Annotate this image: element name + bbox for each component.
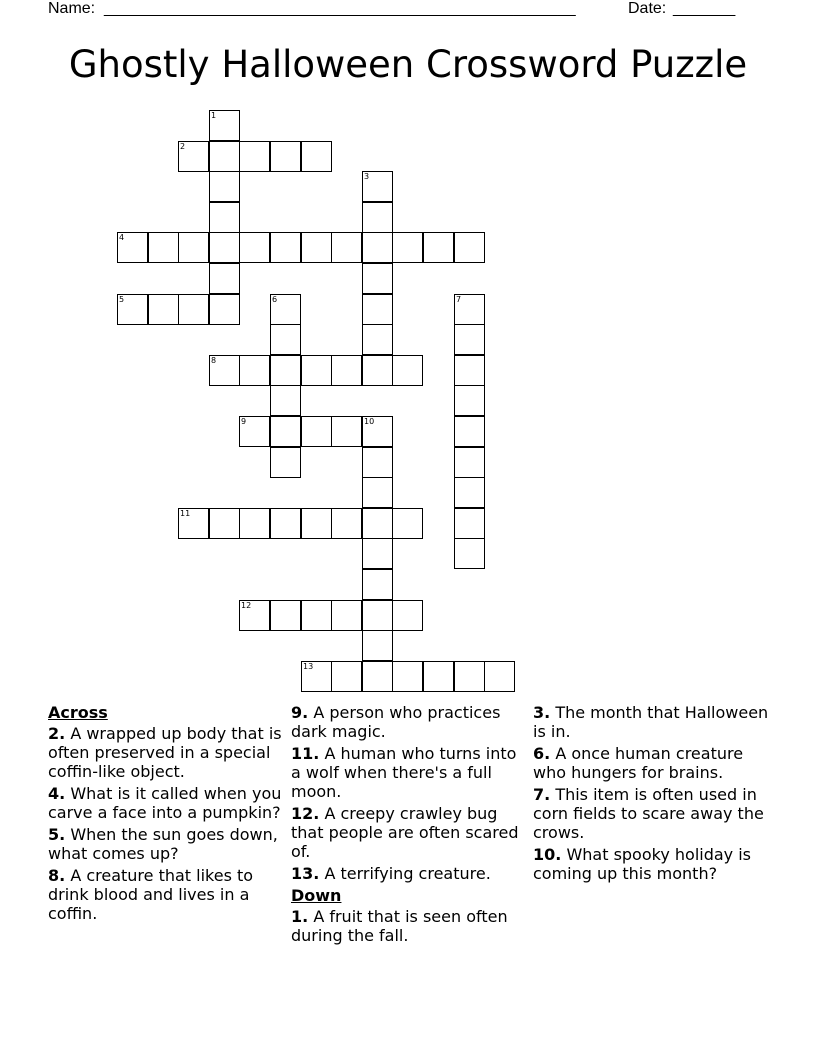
crossword-cell[interactable] [209, 294, 240, 325]
crossword-cell[interactable] [270, 508, 301, 539]
across-heading: Across [48, 703, 108, 722]
clue-number: 6. [533, 744, 551, 763]
clue-text: This item is often used in corn fields to scare away the crows. [533, 785, 764, 842]
crossword-cell[interactable] [454, 508, 485, 539]
crossword-cell[interactable] [454, 324, 485, 355]
crossword-cell[interactable] [392, 600, 423, 631]
cell-number: 10 [364, 417, 375, 426]
crossword-cell[interactable] [239, 232, 270, 263]
crossword-cell[interactable] [423, 232, 454, 263]
cell-number: 13 [303, 662, 314, 671]
crossword-cell[interactable] [178, 232, 209, 263]
clue-across [48, 866, 284, 923]
clue-number: 1. [291, 907, 309, 926]
clue-across [291, 744, 527, 801]
crossword-cell[interactable] [454, 538, 485, 569]
crossword-cell[interactable] [454, 355, 485, 386]
crossword-cell[interactable] [301, 232, 332, 263]
crossword-cell[interactable] [301, 661, 332, 692]
clues-column-1 [48, 703, 284, 926]
crossword-cell[interactable] [209, 202, 240, 233]
crossword-cell[interactable] [209, 263, 240, 294]
clue-text: What is it called when you carve a face into a pumpkin? [48, 784, 282, 822]
clue-across [291, 703, 527, 741]
crossword-cell[interactable] [331, 232, 362, 263]
crossword-cell[interactable] [148, 294, 179, 325]
clue-number: 11. [291, 744, 320, 763]
crossword-cell[interactable] [270, 324, 301, 355]
crossword-cell[interactable] [270, 355, 301, 386]
cell-number: 5 [119, 295, 125, 304]
clue-down [533, 845, 769, 883]
crossword-cell[interactable] [209, 171, 240, 202]
clue-number: 7. [533, 785, 551, 804]
crossword-cell[interactable] [117, 294, 148, 325]
crossword-cell[interactable] [392, 508, 423, 539]
crossword-cell[interactable] [454, 385, 485, 416]
crossword-cell[interactable] [148, 232, 179, 263]
clue-across [291, 864, 527, 883]
clue-across [48, 825, 284, 863]
name-field[interactable]: _____________________________________________________ [104, 0, 576, 17]
crossword-cell[interactable] [270, 416, 301, 447]
crossword-cell[interactable] [362, 263, 393, 294]
clues-column-3 [533, 703, 769, 886]
clue-down [533, 744, 769, 782]
clue-number: 9. [291, 703, 309, 722]
crossword-cell[interactable] [362, 171, 393, 202]
crossword-cell[interactable] [454, 477, 485, 508]
crossword-cell[interactable] [362, 508, 393, 539]
clue-text: A fruit that is seen often during the fall. [291, 907, 508, 945]
clue-text: A wrapped up body that is often preserved in a special coffin-like object. [48, 724, 282, 781]
crossword-cell[interactable] [301, 141, 332, 172]
crossword-cell[interactable] [270, 447, 301, 478]
cell-number: 4 [119, 233, 125, 242]
crossword-cell[interactable] [392, 661, 423, 692]
clue-across [291, 804, 527, 861]
crossword-cell[interactable] [362, 447, 393, 478]
cell-number: 2 [180, 142, 186, 151]
crossword-cell[interactable] [178, 141, 209, 172]
crossword-cell[interactable] [484, 661, 515, 692]
clue-number: 4. [48, 784, 66, 803]
cell-number: 11 [180, 509, 191, 518]
crossword-cell[interactable] [209, 355, 240, 386]
crossword-cell[interactable] [301, 600, 332, 631]
name-label: Name: [48, 0, 96, 17]
crossword-cell[interactable] [209, 110, 240, 141]
crossword-cell[interactable] [454, 294, 485, 325]
crossword-cell[interactable] [270, 294, 301, 325]
down-heading: Down [291, 886, 342, 905]
crossword-cell[interactable] [362, 355, 393, 386]
crossword-cell[interactable] [362, 477, 393, 508]
crossword-cell[interactable] [454, 661, 485, 692]
crossword-cell[interactable] [239, 355, 270, 386]
clue-text: A creature that likes to drink blood and lives in a coffin. [48, 866, 254, 923]
crossword-cell[interactable] [362, 600, 393, 631]
crossword-cell[interactable] [362, 324, 393, 355]
crossword-cell[interactable] [331, 508, 362, 539]
cell-number: 8 [211, 356, 217, 365]
crossword-cell[interactable] [178, 508, 209, 539]
crossword-cell[interactable] [362, 661, 393, 692]
crossword-cell[interactable] [270, 141, 301, 172]
date-field[interactable]: _______ [673, 0, 736, 17]
clue-text: A once human creature who hungers for brains. [533, 744, 744, 782]
crossword-cell[interactable] [362, 416, 393, 447]
crossword-cell[interactable] [178, 294, 209, 325]
crossword-cell[interactable] [239, 600, 270, 631]
crossword-cell[interactable] [423, 661, 454, 692]
crossword-cell[interactable] [270, 385, 301, 416]
page-title: Ghostly Halloween Crossword Puzzle [68, 43, 748, 86]
clue-text: A creepy crawley bug that people are often scared of. [291, 804, 519, 861]
clue-text: A human who turns into a wolf when there's a full moon. [291, 744, 517, 801]
crossword-cell[interactable] [362, 202, 393, 233]
cell-number: 3 [364, 172, 370, 181]
clue-across [48, 724, 284, 781]
crossword-cell[interactable] [209, 232, 240, 263]
cell-number: 7 [456, 295, 462, 304]
clue-text: A terrifying creature. [324, 864, 491, 883]
cell-number: 1 [211, 111, 217, 120]
clue-down [533, 785, 769, 842]
crossword-cell[interactable] [392, 232, 423, 263]
cell-number: 9 [241, 417, 247, 426]
crossword-cell[interactable] [117, 232, 148, 263]
crossword-cell[interactable] [454, 232, 485, 263]
crossword-cell[interactable] [239, 416, 270, 447]
crossword-cell[interactable] [301, 355, 332, 386]
clue-text: A person who practices dark magic. [291, 703, 501, 741]
clue-number: 13. [291, 864, 320, 883]
crossword-cell[interactable] [362, 538, 393, 569]
crossword-cell[interactable] [239, 508, 270, 539]
clue-number: 5. [48, 825, 66, 844]
clue-down [533, 703, 769, 741]
crossword-cell[interactable] [454, 416, 485, 447]
crossword-cell[interactable] [331, 661, 362, 692]
cell-number: 6 [272, 295, 278, 304]
crossword-cell[interactable] [331, 600, 362, 631]
crossword-cell[interactable] [362, 569, 393, 600]
clue-text: What spooky holiday is coming up this month? [533, 845, 751, 883]
clue-number: 12. [291, 804, 320, 823]
crossword-cell[interactable] [362, 232, 393, 263]
clue-number: 10. [533, 845, 562, 864]
crossword-cell[interactable] [270, 600, 301, 631]
crossword-cell[interactable] [270, 232, 301, 263]
crossword-cell[interactable] [239, 141, 270, 172]
cell-number: 12 [241, 601, 252, 610]
crossword-cell[interactable] [392, 355, 423, 386]
crossword-cell[interactable] [362, 294, 393, 325]
crossword-cell[interactable] [301, 508, 332, 539]
clue-down [291, 907, 527, 945]
clue-text: The month that Halloween is in. [533, 703, 769, 741]
clue-number: 2. [48, 724, 66, 743]
crossword-cell[interactable] [362, 630, 393, 661]
crossword-cell[interactable] [331, 355, 362, 386]
clues-column-2 [291, 703, 527, 948]
date-label: Date: [628, 0, 667, 17]
clue-number: 3. [533, 703, 551, 722]
crossword-cell[interactable] [209, 508, 240, 539]
clue-number: 8. [48, 866, 66, 885]
crossword-cell[interactable] [301, 416, 332, 447]
clue-text: When the sun goes down, what comes up? [48, 825, 278, 863]
clue-across [48, 784, 284, 822]
crossword-cell[interactable] [454, 447, 485, 478]
crossword-cell[interactable] [331, 416, 362, 447]
crossword-cell[interactable] [209, 141, 240, 172]
